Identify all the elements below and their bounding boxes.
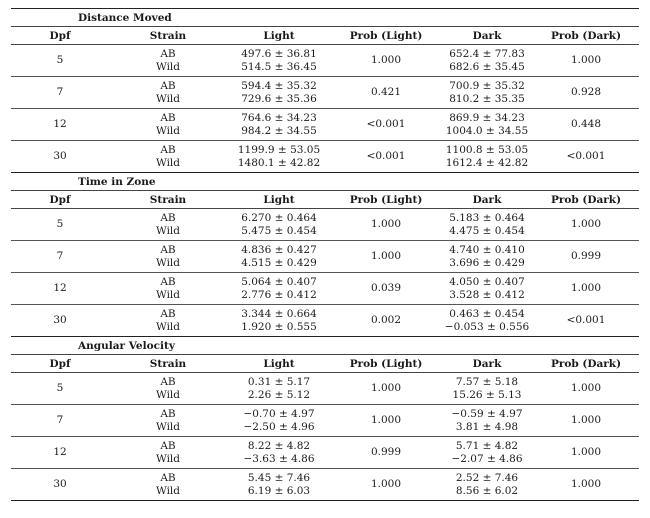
light-cell: [227, 469, 331, 501]
section-title-row: [11, 9, 639, 27]
table-row: [11, 405, 639, 437]
dark-cell-line: −0.59 ± 4.97: [451, 407, 523, 420]
prob-light-cell: <0.001: [331, 109, 441, 141]
table-row: [11, 373, 639, 405]
prob-light-cell: 1.000: [370, 382, 402, 394]
table-row: [11, 469, 639, 501]
dark-cell-line: 652.4 ± 77.83: [449, 47, 525, 60]
light-cell: [227, 405, 331, 437]
dark-cell: [441, 469, 533, 501]
light-cell-line: 1.920 ± 0.555: [241, 320, 317, 333]
light-cell: [227, 305, 331, 337]
dpf-cell: 5: [56, 382, 64, 394]
header-dark: Dark: [441, 355, 533, 373]
strain-cell: [109, 45, 227, 77]
light-cell-line: 514.5 ± 36.45: [241, 60, 317, 73]
dark-cell-line: 7.57 ± 5.18: [455, 375, 519, 388]
dark-cell: [441, 209, 533, 241]
prob-dark-cell: 1.000: [570, 218, 602, 230]
table-row: [11, 437, 639, 469]
light-cell-line: 2.26 ± 5.12: [247, 388, 311, 401]
light-cell-line: −2.50 ± 4.96: [243, 420, 315, 433]
dark-cell-line: 5.71 ± 4.82: [455, 439, 519, 452]
light-cell-line: 1480.1 ± 42.82: [237, 156, 321, 169]
light-cell-line: 8.22 ± 4.82: [247, 439, 311, 452]
prob-light-cell: 0.039: [331, 273, 441, 305]
light-cell-line: 6.19 ± 6.03: [247, 484, 311, 497]
header-light: Light: [227, 191, 331, 209]
dark-cell-line: 3.528 ± 0.412: [449, 288, 525, 301]
strain-cell: [109, 305, 227, 337]
strain-cell-line: Wild: [155, 288, 181, 301]
prob-light-cell: 1.000: [370, 54, 402, 66]
dark-cell: [441, 109, 533, 141]
header-light: Light: [227, 355, 331, 373]
prob-light-cell: 0.999: [331, 437, 441, 469]
light-cell: [227, 437, 331, 469]
table-row: [11, 141, 639, 173]
light-cell-line: 984.2 ± 34.55: [241, 124, 317, 137]
dpf-cell: 7: [11, 241, 109, 273]
strain-cell-line: Wild: [155, 484, 181, 497]
header-prob-dark: Prob (Dark): [533, 355, 639, 373]
header-row: [11, 191, 639, 209]
light-cell-line: 5.45 ± 7.46: [247, 471, 311, 484]
dark-cell: [441, 305, 533, 337]
strain-cell-line: AB: [160, 79, 176, 92]
dark-cell: [441, 77, 533, 109]
strain-cell-line: AB: [160, 307, 176, 320]
light-cell: [227, 209, 331, 241]
light-cell: [227, 373, 331, 405]
strain-cell: [109, 405, 227, 437]
strain-cell-line: AB: [160, 211, 176, 224]
strain-cell-line: AB: [160, 143, 176, 156]
light-cell: [227, 45, 331, 77]
strain-cell-line: Wild: [155, 92, 181, 105]
dark-cell-line: 4.475 ± 0.454: [449, 224, 525, 237]
strain-cell-line: AB: [160, 275, 176, 288]
dark-cell: [441, 241, 533, 273]
light-cell-line: −3.63 ± 4.86: [243, 452, 315, 465]
dark-cell-line: 682.6 ± 35.45: [449, 60, 525, 73]
prob-light-cell: 1.000: [331, 241, 441, 273]
light-cell-line: −0.70 ± 4.97: [243, 407, 315, 420]
dark-cell: [441, 273, 533, 305]
strain-cell-line: Wild: [155, 452, 181, 465]
dark-cell: [441, 141, 533, 173]
dark-cell-line: −2.07 ± 4.86: [451, 452, 523, 465]
strain-cell-line: AB: [160, 439, 176, 452]
dark-cell-line: 4.050 ± 0.407: [449, 275, 525, 288]
light-cell: [227, 273, 331, 305]
strain-cell-line: AB: [160, 407, 176, 420]
dark-cell-line: 3.696 ± 0.429: [449, 256, 525, 269]
strain-cell: [109, 273, 227, 305]
table-row: [11, 77, 639, 109]
dark-cell: [441, 405, 533, 437]
light-cell-line: 497.6 ± 36.81: [241, 47, 317, 60]
dpf-cell: 30: [11, 469, 109, 501]
light-cell-line: 729.6 ± 35.36: [241, 92, 317, 105]
header-prob-light: Prob (Light): [331, 191, 441, 209]
strain-cell: [109, 141, 227, 173]
light-cell-line: 5.064 ± 0.407: [241, 275, 317, 288]
strain-cell: [109, 469, 227, 501]
dpf-cell: 30: [11, 305, 109, 337]
dark-cell-line: 700.9 ± 35.32: [449, 79, 525, 92]
section-title-row: [11, 337, 639, 355]
header-prob-light: Prob (Light): [331, 355, 441, 373]
dark-cell-line: 15.26 ± 5.13: [452, 388, 522, 401]
light-cell: [227, 77, 331, 109]
header-prob-dark: Prob (Dark): [533, 191, 639, 209]
dark-cell-line: 5.183 ± 0.464: [449, 211, 525, 224]
dpf-cell: 12: [11, 109, 109, 141]
dark-cell-line: 869.9 ± 34.23: [449, 111, 525, 124]
light-cell-line: 4.836 ± 0.427: [241, 243, 317, 256]
header-prob-light: Prob (Light): [331, 27, 441, 45]
dark-cell-line: 0.463 ± 0.454: [449, 307, 525, 320]
strain-cell-line: Wild: [155, 320, 181, 333]
strain-cell: [109, 209, 227, 241]
light-cell-line: 1199.9 ± 53.05: [237, 143, 321, 156]
section-title: Time in Zone: [11, 173, 639, 191]
dark-cell-line: 1004.0 ± 34.55: [445, 124, 529, 137]
prob-light-cell: 1.000: [331, 469, 441, 501]
section-title-row: [11, 173, 639, 191]
prob-dark-cell: <0.001: [533, 141, 639, 173]
prob-dark-cell: 1.000: [533, 405, 639, 437]
prob-dark-cell: 1.000: [533, 437, 639, 469]
header-row: [11, 355, 639, 373]
header-dpf: Dpf: [11, 355, 109, 373]
header-strain: Strain: [109, 191, 227, 209]
strain-cell-line: AB: [160, 243, 176, 256]
strain-cell: [109, 109, 227, 141]
results-table: [11, 8, 639, 501]
dark-cell-line: 1100.8 ± 53.05: [445, 143, 529, 156]
header-row: [11, 27, 639, 45]
strain-cell: [109, 77, 227, 109]
strain-cell-line: Wild: [155, 388, 181, 401]
prob-dark-cell: 1.000: [570, 382, 602, 394]
prob-dark-cell: 1.000: [533, 469, 639, 501]
strain-cell: [109, 241, 227, 273]
light-cell-line: 4.515 ± 0.429: [241, 256, 317, 269]
prob-light-cell: 0.002: [331, 305, 441, 337]
light-cell-line: 3.344 ± 0.664: [241, 307, 317, 320]
table-row: [11, 209, 639, 241]
section-title: Angular Velocity: [11, 337, 639, 355]
dark-cell: [441, 373, 533, 405]
header-light: Light: [227, 27, 331, 45]
prob-light-cell: <0.001: [331, 141, 441, 173]
strain-cell-line: AB: [160, 47, 176, 60]
light-cell-line: 6.270 ± 0.464: [241, 211, 317, 224]
light-cell-line: 5.475 ± 0.454: [241, 224, 317, 237]
header-dpf: Dpf: [11, 27, 109, 45]
dpf-cell: 7: [11, 405, 109, 437]
prob-light-cell: 0.421: [331, 77, 441, 109]
dark-cell-line: 8.56 ± 6.02: [455, 484, 519, 497]
header-strain: Strain: [109, 355, 227, 373]
dpf-cell: 30: [11, 141, 109, 173]
light-cell: [227, 109, 331, 141]
strain-cell: [109, 373, 227, 405]
prob-light-cell: 1.000: [331, 405, 441, 437]
strain-cell-line: AB: [160, 471, 176, 484]
strain-cell-line: AB: [160, 375, 176, 388]
header-dark: Dark: [441, 27, 533, 45]
dark-cell-line: 1612.4 ± 42.82: [445, 156, 529, 169]
prob-dark-cell: 0.928: [533, 77, 639, 109]
light-cell-line: 2.776 ± 0.412: [241, 288, 317, 301]
prob-dark-cell: 0.448: [533, 109, 639, 141]
strain-cell-line: Wild: [155, 124, 181, 137]
strain-cell-line: Wild: [155, 420, 181, 433]
strain-cell-line: Wild: [155, 156, 181, 169]
prob-dark-cell: 1.000: [570, 54, 602, 66]
prob-dark-cell: 1.000: [533, 273, 639, 305]
dark-cell: [441, 45, 533, 77]
header-dark: Dark: [441, 191, 533, 209]
dark-cell-line: 2.52 ± 7.46: [455, 471, 519, 484]
prob-dark-cell: 0.999: [533, 241, 639, 273]
light-cell: [227, 141, 331, 173]
table-row: [11, 241, 639, 273]
light-cell-line: 764.6 ± 34.23: [241, 111, 317, 124]
header-dpf: Dpf: [11, 191, 109, 209]
strain-cell-line: Wild: [155, 224, 181, 237]
dpf-cell: 5: [56, 54, 64, 66]
prob-dark-cell: <0.001: [533, 305, 639, 337]
table-row: [11, 109, 639, 141]
dark-cell-line: −0.053 ± 0.556: [444, 320, 530, 333]
dark-cell-line: 3.81 ± 4.98: [455, 420, 519, 433]
strain-cell-line: Wild: [155, 60, 181, 73]
light-cell: [227, 241, 331, 273]
dpf-cell: 5: [56, 218, 64, 230]
dark-cell-line: 810.2 ± 35.35: [449, 92, 525, 105]
light-cell-line: 0.31 ± 5.17: [247, 375, 311, 388]
dark-cell-line: 4.740 ± 0.410: [449, 243, 525, 256]
header-prob-dark: Prob (Dark): [533, 27, 639, 45]
light-cell-line: 594.4 ± 35.32: [241, 79, 317, 92]
dpf-cell: 7: [11, 77, 109, 109]
dark-cell: [441, 437, 533, 469]
strain-cell-line: AB: [160, 111, 176, 124]
strain-cell-line: Wild: [155, 256, 181, 269]
section-title: Distance Moved: [11, 9, 639, 27]
dpf-cell: 12: [11, 437, 109, 469]
strain-cell: [109, 437, 227, 469]
header-strain: Strain: [109, 27, 227, 45]
table-row: [11, 273, 639, 305]
table-row: [11, 45, 639, 77]
prob-light-cell: 1.000: [370, 218, 402, 230]
table-row: [11, 305, 639, 337]
dpf-cell: 12: [11, 273, 109, 305]
